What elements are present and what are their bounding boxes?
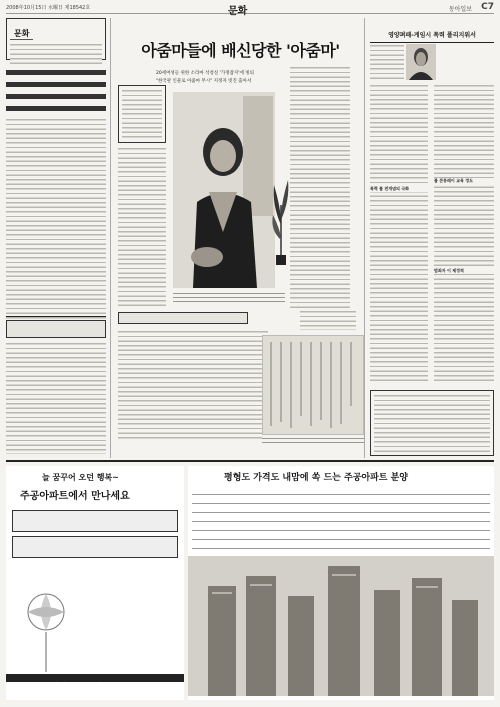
- page-number: C7: [481, 2, 494, 12]
- photo-caption: [173, 292, 285, 304]
- main-photo: [173, 92, 275, 288]
- ad-left: [6, 466, 184, 700]
- right-col-b: [434, 84, 494, 384]
- author-portrait: [406, 44, 436, 80]
- plant-photo: [270, 165, 292, 265]
- lower-mid-headline: [118, 312, 248, 324]
- column-box-title: 문화: [10, 28, 33, 40]
- ad-left-box-2: [12, 536, 178, 558]
- ad-flower-illustration: [6, 562, 184, 682]
- right-section-head-3: 범죄자 이 제정적: [434, 268, 494, 274]
- masthead: [6, 2, 494, 17]
- main-headline: 아줌마들에 배신당한 '아줌마': [141, 41, 340, 60]
- right-title: 영양펴패-게임시 폭력 폴리지워서: [370, 30, 494, 43]
- left-headline: [6, 68, 106, 114]
- main-column-1: [118, 147, 166, 307]
- column-divider-right: [364, 18, 365, 458]
- left-column: [6, 18, 106, 454]
- manuscript-image: [263, 336, 363, 434]
- column-divider-left: [110, 18, 111, 458]
- main-column-3: [290, 66, 350, 310]
- ad-left-head: 늘 꿈꾸어 오던 행복~: [42, 473, 119, 482]
- right-col-a: [370, 84, 428, 384]
- main-sidebar-text: [122, 89, 162, 139]
- ad-apartment-illustration: [188, 556, 494, 696]
- right-bottom-box: [370, 390, 494, 456]
- left-article-body-2: [6, 342, 106, 454]
- lower-right-body: [300, 310, 356, 330]
- ad-right-title: 평형도 가격도 내맘에 쏙 드는 주공아파트 분양: [224, 473, 408, 483]
- woman-portrait: [173, 92, 275, 288]
- ad-right: [188, 466, 494, 700]
- left-article-body: [6, 118, 106, 338]
- author-photo: [406, 44, 436, 80]
- document-caption: [262, 437, 364, 443]
- right-section-head-2: 불 콘퓨레이 교육 정도: [434, 178, 494, 184]
- column-box-text: [10, 43, 102, 65]
- lower-mid-body: [118, 330, 268, 440]
- plant-illustration: [270, 165, 292, 265]
- column-box: [6, 18, 106, 60]
- ad-left-box-1: [12, 510, 178, 532]
- ad-table: [192, 486, 490, 550]
- left-divider: [6, 316, 106, 317]
- right-lead-text: [370, 44, 404, 80]
- ad-left-title: 주공아파트에서 만나세요: [20, 491, 130, 502]
- main-sidebar-box: [118, 85, 166, 143]
- right-section-head-1: 폭력 폴 전개념의 극화: [370, 186, 428, 192]
- ad-top-rule: [6, 460, 494, 462]
- subhead-line-2: "한국관 인물로 아줌마 무시" 지정자 빗진 출아서: [156, 79, 252, 84]
- right-bottom-text: [374, 394, 490, 452]
- section-title: 문화: [228, 6, 248, 17]
- ad-brand: 대한주택공사: [50, 683, 103, 693]
- issue-date: 2008年10月15日 水曜日 제18542호: [6, 5, 91, 11]
- newspaper-name: 동아일보: [448, 6, 472, 13]
- document-photo: [262, 335, 364, 435]
- subhead-line-1: 20세여성들 위한 소라마 석청실 '가정잡지'에 빙퇴: [156, 71, 254, 76]
- left-subbox: [6, 320, 106, 338]
- right-column: [370, 18, 494, 454]
